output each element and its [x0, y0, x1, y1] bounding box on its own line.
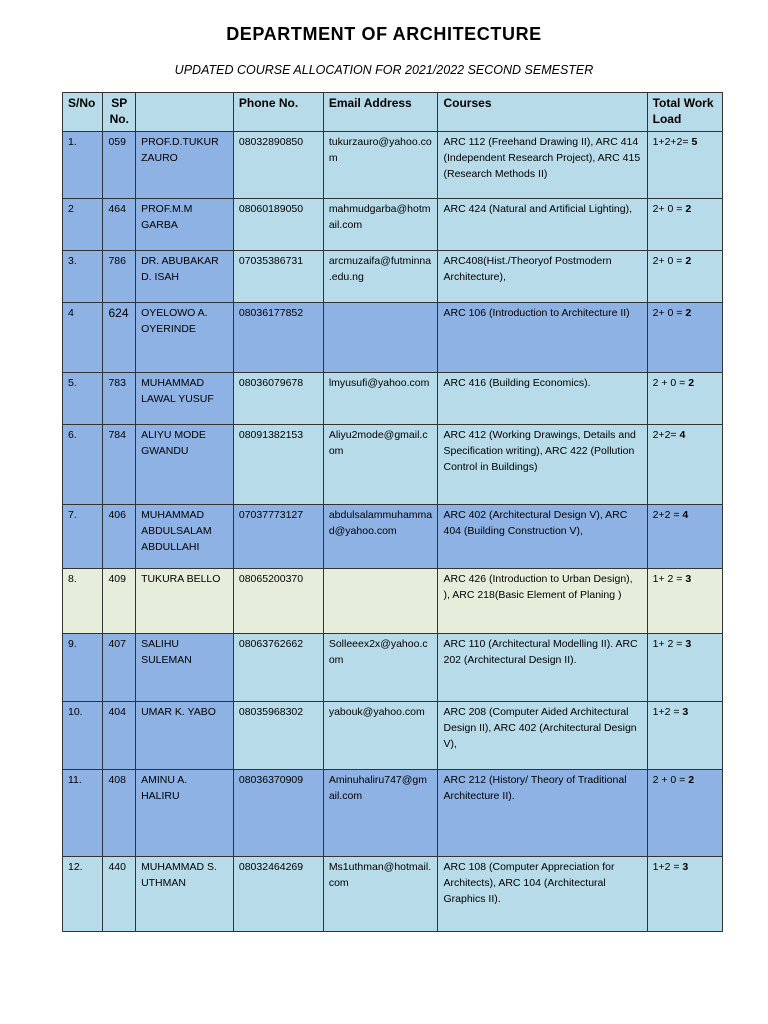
cell-email: Solleeex2x@yahoo.com — [323, 634, 438, 702]
cell-load — [647, 770, 722, 857]
cell-load — [647, 199, 722, 251]
cell-courses: ARC 416 (Building Economics). — [438, 373, 647, 425]
table-row — [63, 303, 723, 373]
load-total: 2 — [688, 377, 695, 389]
cell-sn: 12. — [63, 857, 103, 932]
load-expression: 2 + 0 = — [652, 774, 689, 786]
cell-sp: 464 — [103, 199, 136, 251]
cell-courses: ARC 106 (Introduction to Architecture II) — [438, 303, 647, 373]
load-expression: 2+2= — [652, 429, 680, 441]
cell-sp: 624 — [103, 303, 136, 373]
cell-name: PROF.D.TUKUR ZAURO — [136, 132, 234, 199]
cell-load — [647, 132, 722, 199]
cell-sn: 2 — [63, 199, 103, 251]
table-row — [63, 132, 723, 199]
header-email: Email Address — [323, 93, 438, 132]
cell-email: yabouk@yahoo.com — [323, 702, 438, 770]
document-subtitle: UPDATED COURSE ALLOCATION FOR 2021/2022 SECOND SEMESTER — [174, 63, 594, 77]
table-row — [63, 569, 723, 634]
cell-sn: 10. — [63, 702, 103, 770]
cell-courses: ARC 212 (History/ Theory of Traditional Architecture II). — [438, 770, 647, 857]
cell-name: SALIHU SULEMAN — [136, 634, 234, 702]
load-total: 2 — [685, 203, 692, 215]
cell-phone: 08091382153 — [233, 425, 323, 505]
load-total: 4 — [682, 509, 689, 521]
cell-courses: ARC 424 (Natural and Artificial Lighting), — [438, 199, 647, 251]
cell-sp: 783 — [103, 373, 136, 425]
load-total: 3 — [682, 861, 689, 873]
cell-email: tukurzauro@yahoo.com — [323, 132, 438, 199]
cell-courses: ARC 412 (Working Drawings, Details and Specification writing), ARC 422 (Pollution Control in Buildings) — [438, 425, 647, 505]
cell-load — [647, 251, 722, 303]
table-header-row — [63, 93, 723, 132]
cell-sp: 440 — [103, 857, 136, 932]
header-sn: S/No — [63, 93, 103, 132]
cell-sp: 059 — [103, 132, 136, 199]
cell-email: mahmudgarba@hotmail.com — [323, 199, 438, 251]
cell-load — [647, 857, 722, 932]
cell-sn: 7. — [63, 505, 103, 569]
cell-name: MUHAMMAD S. UTHMAN — [136, 857, 234, 932]
cell-sn: 5. — [63, 373, 103, 425]
cell-load — [647, 505, 722, 569]
cell-name: PROF.M.M GARBA — [136, 199, 234, 251]
cell-courses: ARC 108 (Computer Appreciation for Architects), ARC 104 (Architectural Graphics II). — [438, 857, 647, 932]
cell-phone: 08032890850 — [233, 132, 323, 199]
load-expression: 2+ 0 = — [652, 255, 686, 267]
cell-email: lmyusufi@yahoo.com — [323, 373, 438, 425]
cell-sn: 6. — [63, 425, 103, 505]
load-total: 3 — [682, 706, 689, 718]
cell-name: MUHAMMAD LAWAL YUSUF — [136, 373, 234, 425]
cell-name: DR. ABUBAKAR D. ISAH — [136, 251, 234, 303]
document-title: DEPARTMENT OF ARCHITECTURE — [226, 24, 542, 44]
cell-email: Aliyu2mode@gmail.com — [323, 425, 438, 505]
load-total: 3 — [685, 573, 692, 585]
table-row — [63, 251, 723, 303]
cell-load — [647, 569, 722, 634]
load-total: 3 — [685, 638, 692, 650]
cell-courses: ARC408(Hist./Theoryof Postmodern Architecture), — [438, 251, 647, 303]
cell-name: UMAR K. YABO — [136, 702, 234, 770]
cell-courses: ARC 110 (Architectural Modelling II). ARC 202 (Architectural Design II). — [438, 634, 647, 702]
load-expression: 1+ 2 = — [652, 573, 686, 585]
header-courses: Courses — [438, 93, 647, 132]
cell-sp: 786 — [103, 251, 136, 303]
cell-courses: ARC 426 (Introduction to Urban Design), ), ARC 218(Basic Element of Planing ) — [438, 569, 647, 634]
cell-sn: 4 — [63, 303, 103, 373]
cell-sn: 1. — [63, 132, 103, 199]
cell-name: AMINU A. HALIRU — [136, 770, 234, 857]
cell-phone: 08060189050 — [233, 199, 323, 251]
table-row — [63, 373, 723, 425]
cell-load — [647, 303, 722, 373]
cell-name: MUHAMMAD ABDULSALAM ABDULLAHI — [136, 505, 234, 569]
load-expression: 1+2 = — [652, 861, 683, 873]
cell-name: TUKURA BELLO — [136, 569, 234, 634]
cell-load — [647, 634, 722, 702]
cell-sn: 3. — [63, 251, 103, 303]
cell-sn: 9. — [63, 634, 103, 702]
load-expression: 1+2 = — [652, 706, 683, 718]
header-load: Total Work Load — [647, 93, 722, 132]
load-total: 2 — [688, 774, 695, 786]
cell-phone: 08065200370 — [233, 569, 323, 634]
table-row — [63, 199, 723, 251]
load-total: 2 — [685, 307, 692, 319]
cell-phone: 08036079678 — [233, 373, 323, 425]
cell-email: Aminuhaliru747@gmail.com — [323, 770, 438, 857]
cell-load — [647, 702, 722, 770]
cell-email: abdulsalammuhammad@yahoo.com — [323, 505, 438, 569]
load-expression: 1+ 2 = — [652, 638, 686, 650]
load-expression: 1+2+2= — [652, 136, 692, 148]
cell-sn: 11. — [63, 770, 103, 857]
cell-sn: 8. — [63, 569, 103, 634]
cell-email: arcmuzaifa@futminna.edu.ng — [323, 251, 438, 303]
cell-name: OYELOWO A. OYERINDE — [136, 303, 234, 373]
cell-phone: 08036370909 — [233, 770, 323, 857]
load-total: 2 — [685, 255, 692, 267]
load-expression: 2+ 0 = — [652, 307, 686, 319]
cell-courses: ARC 112 (Freehand Drawing II), ARC 414 (Independent Research Project), ARC 415 (Research Methods II) — [438, 132, 647, 199]
table-row — [63, 425, 723, 505]
table-row — [63, 857, 723, 932]
cell-phone: 07035386731 — [233, 251, 323, 303]
cell-phone: 08063762662 — [233, 634, 323, 702]
cell-phone: 08036177852 — [233, 303, 323, 373]
cell-email: Ms1uthman@hotmail.com — [323, 857, 438, 932]
header-sp: SP No. — [103, 93, 136, 132]
table-row — [63, 634, 723, 702]
load-expression: 2 + 0 = — [652, 377, 689, 389]
load-total: 4 — [679, 429, 686, 441]
cell-phone: 07037773127 — [233, 505, 323, 569]
cell-load — [647, 373, 722, 425]
cell-sp: 406 — [103, 505, 136, 569]
cell-sp: 404 — [103, 702, 136, 770]
table-row — [63, 505, 723, 569]
header-name — [136, 93, 234, 132]
load-total: 5 — [691, 136, 698, 148]
cell-email — [323, 569, 438, 634]
cell-email — [323, 303, 438, 373]
load-expression: 2+ 0 = — [652, 203, 686, 215]
cell-phone: 08032464269 — [233, 857, 323, 932]
cell-sp: 409 — [103, 569, 136, 634]
table-row — [63, 702, 723, 770]
cell-courses: ARC 208 (Computer Aided Architectural Design II), ARC 402 (Architectural Design V), — [438, 702, 647, 770]
load-expression: 2+2 = — [652, 509, 683, 521]
course-allocation-table — [62, 92, 723, 932]
cell-sp: 408 — [103, 770, 136, 857]
cell-courses: ARC 402 (Architectural Design V), ARC 404 (Building Construction V), — [438, 505, 647, 569]
cell-phone: 08035968302 — [233, 702, 323, 770]
cell-name: ALIYU MODE GWANDU — [136, 425, 234, 505]
table-row — [63, 770, 723, 857]
cell-load — [647, 425, 722, 505]
cell-sp: 784 — [103, 425, 136, 505]
cell-sp: 407 — [103, 634, 136, 702]
header-phone: Phone No. — [233, 93, 323, 132]
